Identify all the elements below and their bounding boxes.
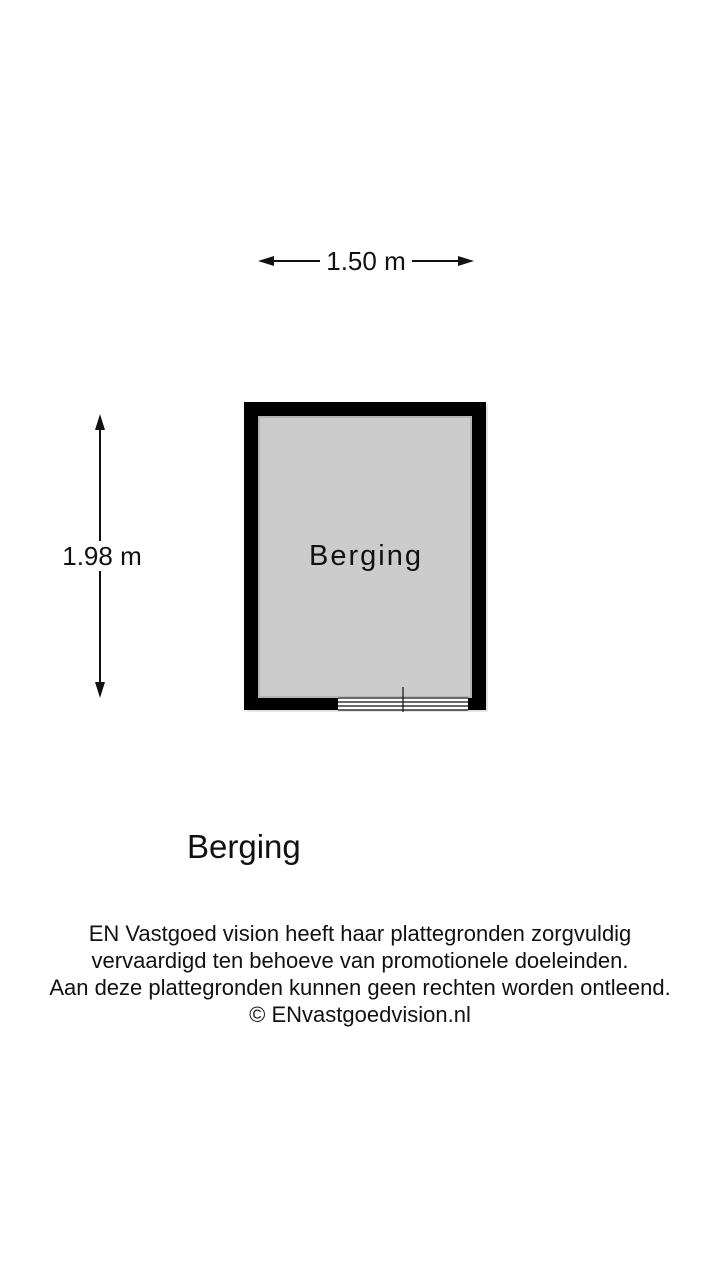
disclaimer-line: Aan deze plattegronden kunnen geen rechten worden ontleend.: [49, 975, 671, 1000]
disclaimer: [0, 920, 720, 1028]
width-dimension-label: 1.50 m: [320, 246, 412, 276]
height-dimension: [60, 414, 144, 698]
disclaimer-line: EN Vastgoed vision heeft haar plattegronden zorgvuldig: [88, 921, 632, 946]
width-dimension: [258, 246, 474, 276]
floor-title: Berging: [187, 828, 301, 865]
copyright-line: © ENvastgoedvision.nl: [249, 1002, 471, 1027]
room-label: Berging: [309, 540, 423, 572]
room-berging: [244, 402, 488, 712]
disclaimer-line: vervaardigd ten behoeve van promotionele doeleinden.: [91, 948, 629, 973]
height-dimension-label: 1.98 m: [60, 541, 144, 571]
